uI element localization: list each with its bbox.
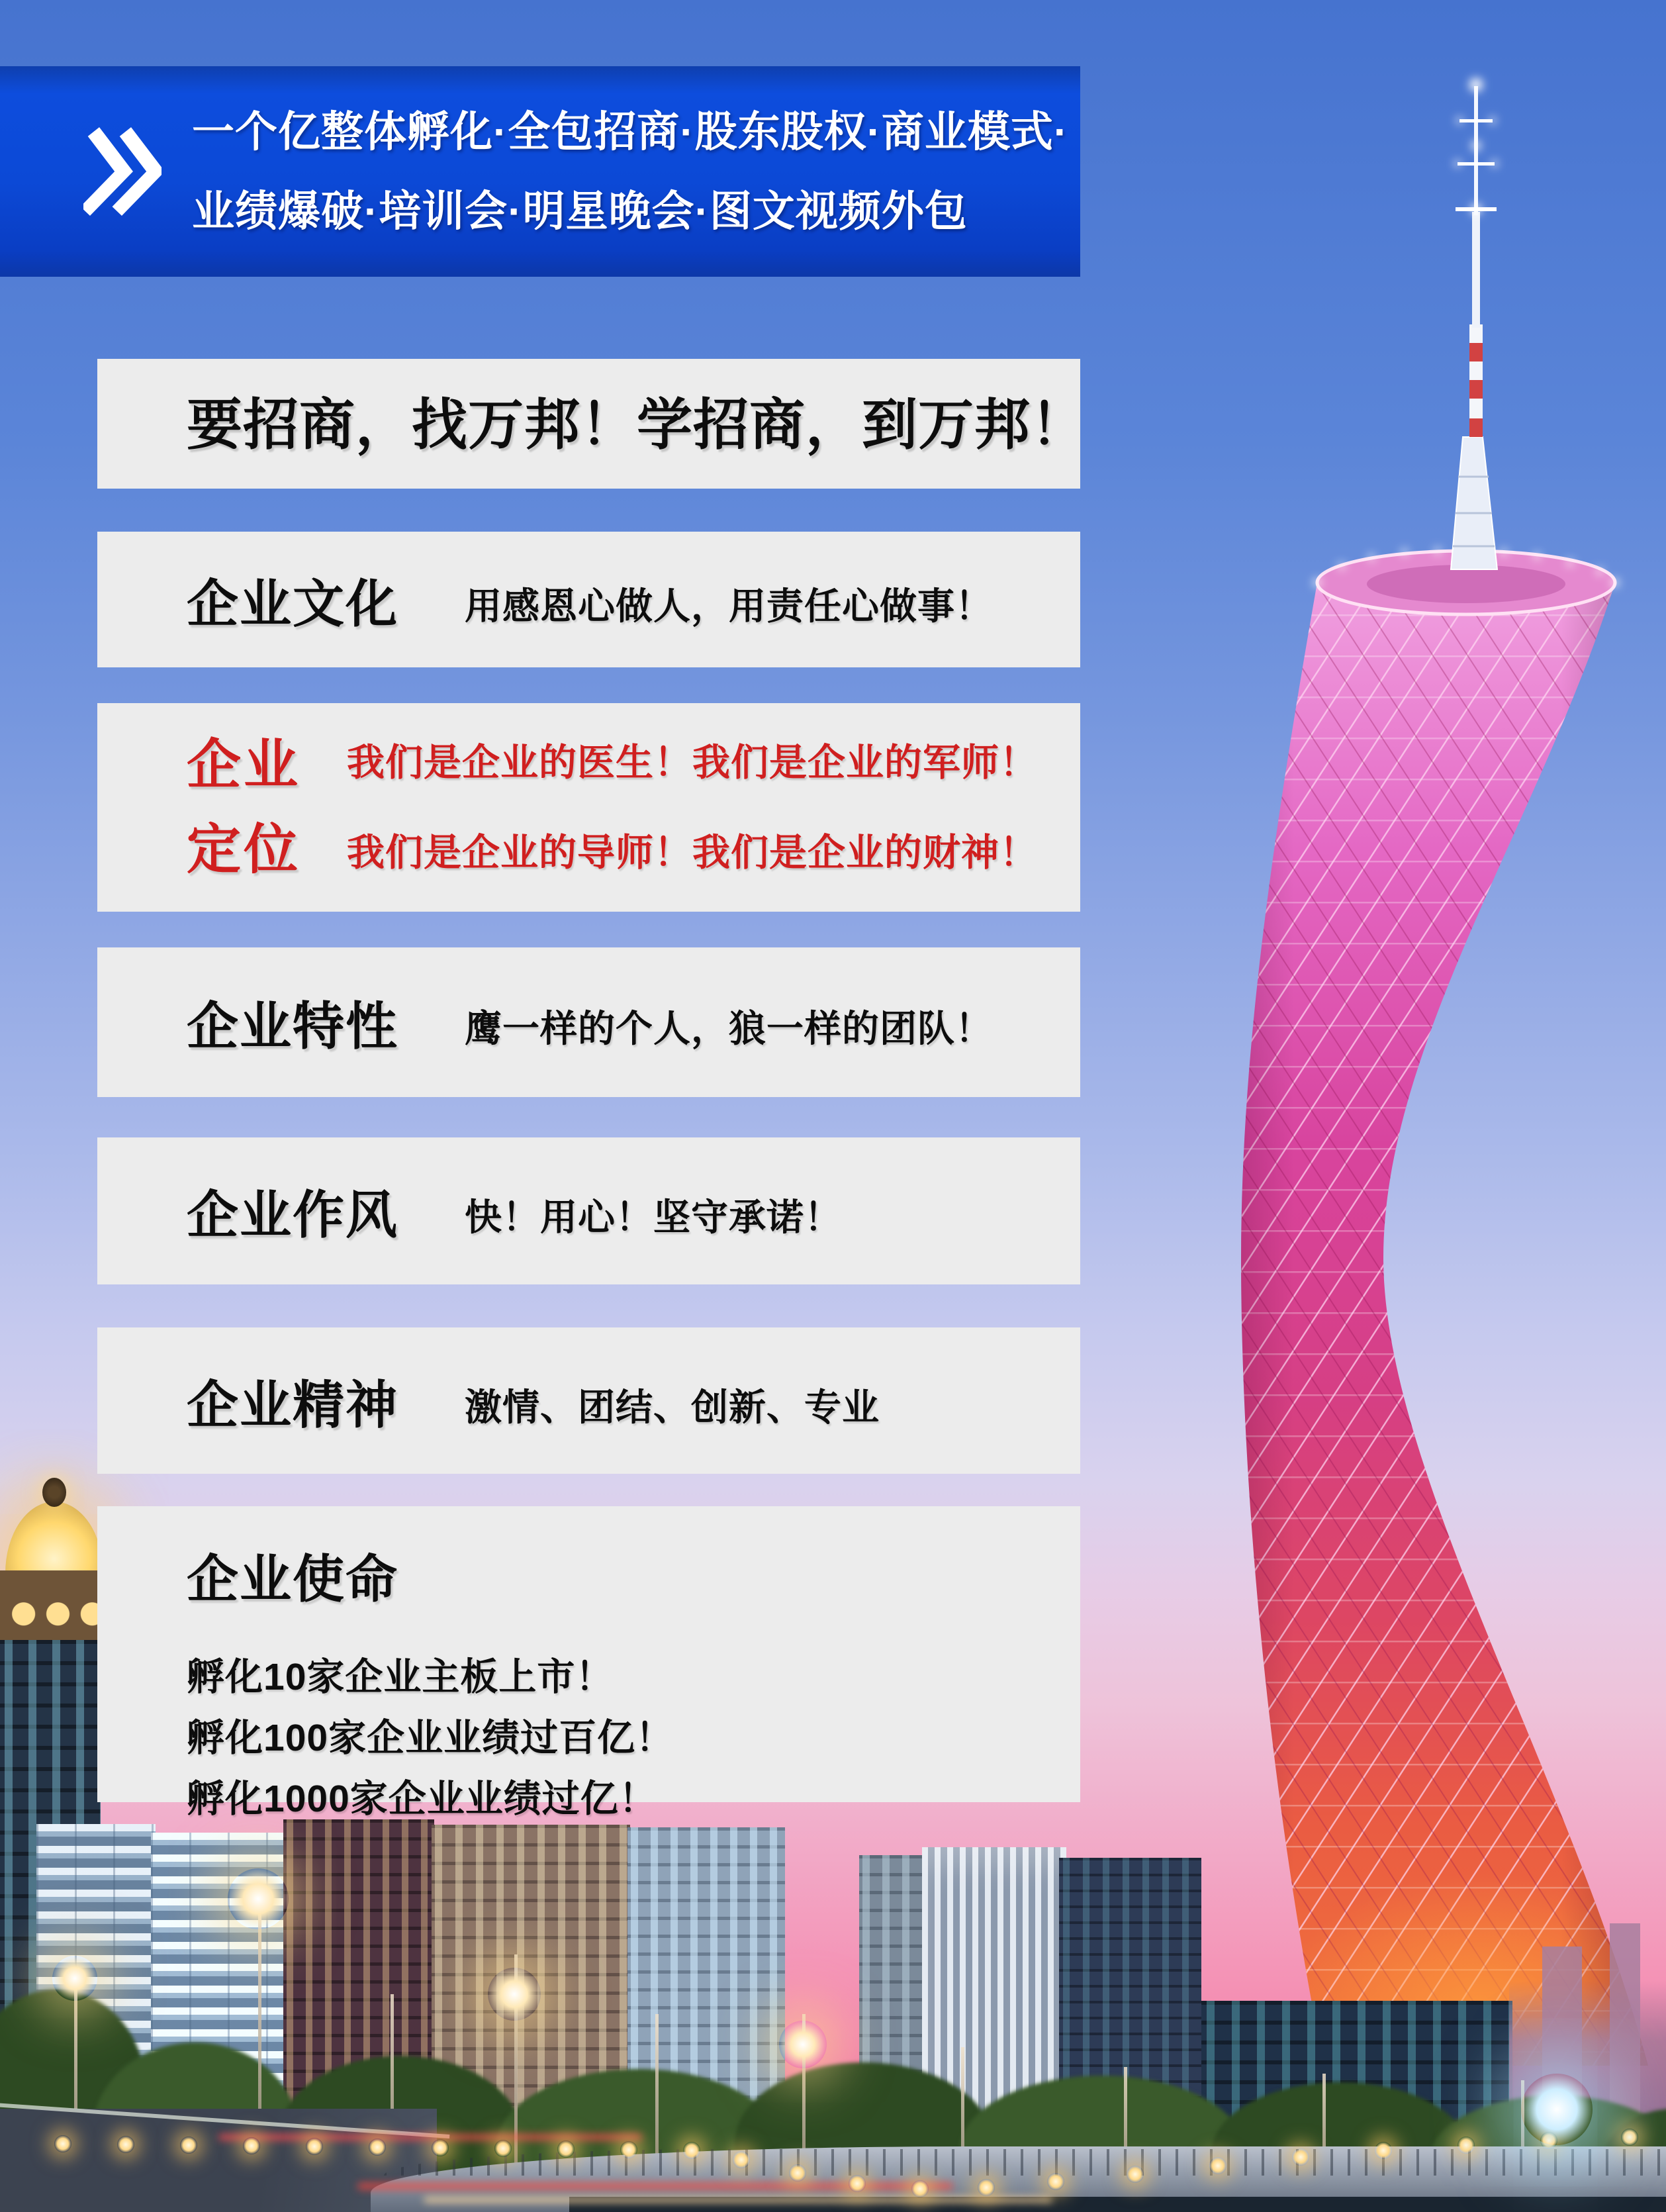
streetlight-flare: [52, 1956, 97, 2001]
style-title: 企业作风: [187, 1186, 399, 1244]
street-lamp: [978, 2179, 995, 2196]
street-lamp: [557, 2140, 575, 2158]
mission-line: 孵化10家企业主板上市！: [187, 1656, 614, 1698]
street-lamp: [432, 2139, 449, 2156]
street-lamp: [683, 2142, 700, 2159]
street-lamp: [911, 2180, 929, 2197]
street-lamp: [54, 2135, 71, 2152]
street-lamp: [849, 2175, 866, 2192]
street-lamp: [1209, 2157, 1226, 2174]
positioning-title: [187, 723, 301, 892]
mission-title: 企业使命: [187, 1550, 399, 1608]
bridge-railing: [384, 2149, 1666, 2176]
main-slogan: 要招商，找万邦！学招商，到万邦！: [187, 393, 1088, 456]
double-chevron-right-icon: [83, 115, 162, 228]
street-lamp: [620, 2141, 637, 2158]
streetlight-flare: [228, 1868, 289, 1929]
banner-line-2: 业绩爆破·培训会·明星晚会·图文视频外包: [192, 187, 968, 235]
bright-light-flare: [1521, 2074, 1593, 2145]
positioning-title-line1: 企业: [187, 734, 301, 795]
top-banner: [0, 66, 1080, 277]
mission-line: 孵化1000家企业业绩过亿！: [187, 1778, 657, 1820]
light-trail: [218, 2135, 642, 2140]
street-lamp: [117, 2136, 134, 2153]
positioning-line2: 我们是企业的导师！我们是企业的财神！: [347, 831, 1039, 874]
mission-line: 孵化100家企业业绩过百亿！: [187, 1717, 674, 1759]
street-lamp: [1292, 2148, 1309, 2166]
street-lamp: [494, 2140, 512, 2157]
street-lamp: [306, 2138, 323, 2155]
section-traits: [97, 947, 1080, 1097]
banner-line-1: 一个亿整体孵化·全包招商·股东股权·商业模式·: [192, 108, 1069, 156]
spirit-title: 企业精神: [187, 1375, 399, 1434]
positioning-title-line2: 定位: [187, 819, 301, 880]
street-lamp: [180, 2137, 197, 2154]
culture-content: 用感恩心做人，用责任心做事！: [465, 585, 994, 627]
street-lamp: [243, 2137, 260, 2154]
traits-title: 企业特性: [187, 997, 399, 1055]
street-lamp: [733, 2151, 750, 2168]
light-trail: [424, 2197, 1052, 2203]
street-lamp: [1127, 2166, 1144, 2183]
section-culture: [97, 532, 1080, 667]
street-lamp: [1621, 2129, 1638, 2146]
banner-text: [192, 92, 1068, 251]
culture-title: 企业文化: [187, 574, 399, 633]
positioning-lines: [347, 718, 1038, 898]
section-mission: [97, 1506, 1080, 1820]
dome-finial: [42, 1478, 66, 1507]
street-lamp: [369, 2139, 386, 2156]
street-lamp: [1458, 2137, 1475, 2154]
section-spirit: [97, 1327, 1080, 1474]
slogan-box: [97, 359, 1088, 489]
traits-content: 鹰一样的个人，狼一样的团队！: [465, 1008, 994, 1049]
street-lamp: [789, 2164, 806, 2182]
streetlight-flare: [779, 2021, 827, 2068]
section-positioning: [97, 703, 1080, 912]
spirit-content: 激情、团结、创新、专业: [465, 1386, 880, 1428]
dome-crown-base: [0, 1570, 107, 1641]
golden-dome: [5, 1502, 103, 1581]
style-content: 快！用心！坚守承诺！: [465, 1196, 843, 1238]
section-style: [97, 1137, 1080, 1284]
street-lamp: [1375, 2142, 1392, 2159]
street-lamp: [1047, 2173, 1064, 2190]
streetlight-flare: [488, 1968, 541, 2021]
positioning-line1: 我们是企业的医生！我们是企业的军师！: [347, 741, 1039, 784]
